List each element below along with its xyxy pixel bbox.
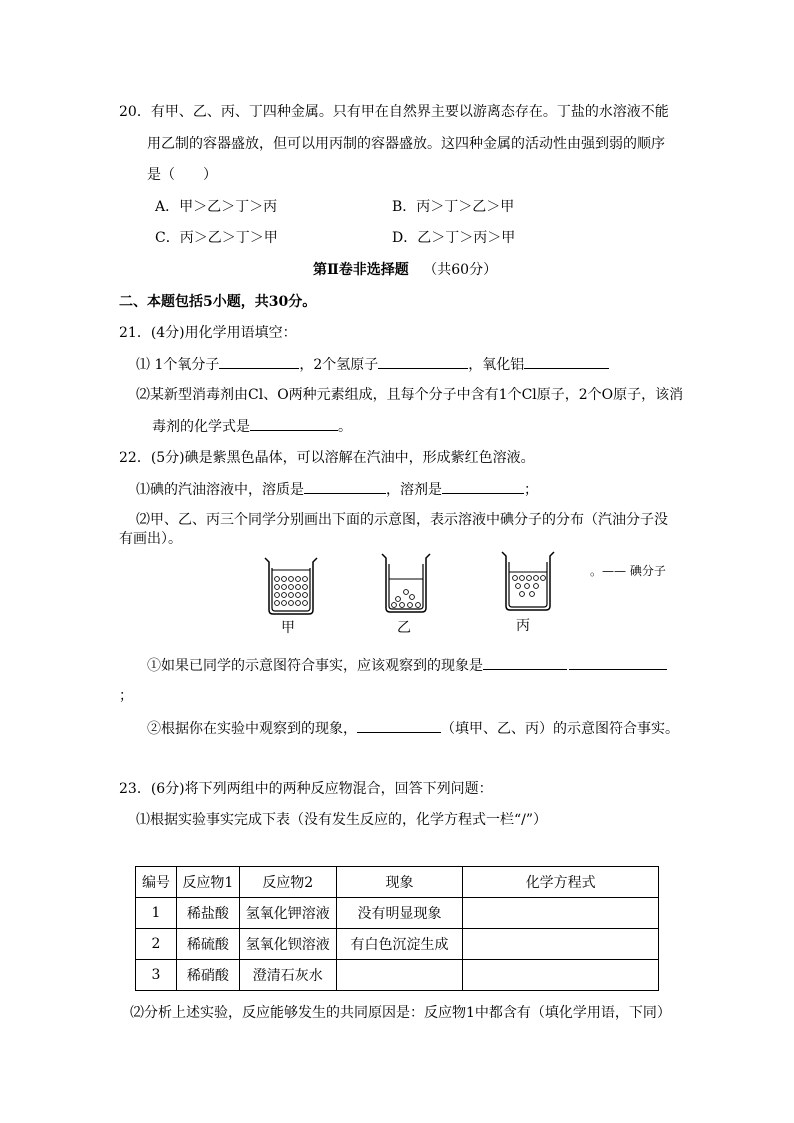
- beaker-jia-diagram: [263, 556, 319, 616]
- q20-line2: 用乙制的容器盛放，但可以用丙制的容器盛放。这四种金属的活动性由强到弱的顺序: [147, 136, 665, 152]
- q22-part2-line2: 有画出）。: [119, 531, 182, 547]
- section-heading: [313, 260, 497, 280]
- table-row: [136, 929, 659, 960]
- aluminum-oxide-blank[interactable]: [524, 354, 609, 369]
- table-cell: 有白色沉淀生成: [336, 929, 463, 960]
- table-header-cell: 反应物2: [239, 867, 336, 898]
- q23-part2: ⑵分析上述实验，反应能够发生的共同原因是：反应物1中都含有（填化学用语，下同）: [130, 1005, 671, 1021]
- q21-p1-label-a: ⑴ 1个氧分子: [136, 357, 220, 373]
- q22-sub2-text-b: （填甲、乙、丙）的示意图符合事实。: [441, 721, 679, 737]
- table-cell: 稀盐酸: [176, 898, 239, 929]
- iodine-molecule-legend: 。—— 碘分子: [590, 564, 666, 578]
- table-cell: 3: [136, 960, 177, 991]
- reaction-table: [135, 866, 659, 991]
- q21-p1-label-c: ，氧化铝: [468, 357, 525, 373]
- q22-sub2-text-a: ②根据你在实验中观察到的现象，: [147, 721, 357, 737]
- table-cell: 稀硝酸: [176, 960, 239, 991]
- oxygen-molecule-blank[interactable]: [219, 354, 299, 369]
- q22-p1-label-b: ，溶剂是: [386, 482, 442, 498]
- beaker-bing-label: 丙: [516, 618, 530, 634]
- solvent-blank[interactable]: [442, 479, 524, 494]
- q20-option-a: A．甲＞乙＞丁＞丙: [155, 199, 278, 215]
- equation-answer-cell[interactable]: [463, 898, 659, 929]
- phenomenon-blank-1[interactable]: [483, 655, 567, 670]
- table-header-cell: 化学方程式: [463, 867, 659, 898]
- table-cell: 1: [136, 898, 177, 929]
- q20-option-d: D．乙＞丁＞丙＞甲: [392, 230, 516, 246]
- q22-part2-line1: ⑵甲、乙、丙三个同学分别画出下面的示意图，表示溶液中碘分子的分布（汽油分子没: [136, 512, 668, 528]
- q20-option-b: B．丙＞丁＞乙＞甲: [392, 199, 515, 215]
- q21-p2-end: 。: [338, 419, 352, 435]
- solute-blank[interactable]: [304, 479, 386, 494]
- correct-diagram-blank[interactable]: [357, 718, 441, 733]
- q21-head: 21．(4分)用化学用语填空：: [119, 325, 297, 341]
- q21-p2-label: 毒剂的化学式是: [152, 419, 250, 435]
- q22-p1-label-a: ⑴碘的汽油溶液中，溶质是: [136, 482, 304, 498]
- q20-line3: 是（ ）: [147, 167, 217, 183]
- table-header-cell: 编号: [136, 867, 177, 898]
- q21-p1-label-b: ，2个氢原子: [299, 357, 379, 373]
- table-cell: 澄清石灰水: [239, 960, 336, 991]
- section-title: 第Ⅱ卷非选择题: [313, 262, 409, 278]
- beaker-yi-diagram: [380, 552, 432, 614]
- section-score: （共60分）: [423, 262, 498, 278]
- q22-p1-end: ；: [524, 482, 538, 498]
- table-cell: 氢氧化钾溶液: [239, 898, 336, 929]
- equation-answer-cell[interactable]: [463, 929, 659, 960]
- table-cell: 没有明显现象: [336, 898, 463, 929]
- equation-answer-cell[interactable]: [463, 960, 659, 991]
- table-header-cell: 反应物1: [176, 867, 239, 898]
- q20-option-c: C．丙＞乙＞丁＞甲: [155, 230, 278, 246]
- beaker-jia-label: 甲: [281, 620, 295, 636]
- table-cell: 氢氧化钡溶液: [239, 929, 336, 960]
- disinfectant-formula-blank[interactable]: [250, 416, 338, 431]
- q23-part1: ⑴根据实验事实完成下表（没有发生反应的，化学方程式一栏“/”）: [136, 812, 548, 828]
- table-header-cell: 现象: [336, 867, 463, 898]
- table-row: [136, 898, 659, 929]
- q22-sub1-end: ；: [119, 688, 133, 704]
- phenomenon-answer-cell[interactable]: [336, 960, 463, 991]
- table-cell: 2: [136, 929, 177, 960]
- q22-sub2: [147, 718, 679, 739]
- table-row: [136, 960, 659, 991]
- q23-head: 23．(6分)将下列两组中的两种反应物混合，回答下列问题：: [119, 781, 493, 797]
- q21-part2-line2: [152, 416, 352, 437]
- q22-sub1-text: ①如果已同学的示意图符合事实，应该观察到的现象是: [147, 658, 483, 674]
- table-cell: 稀硫酸: [176, 929, 239, 960]
- q21-part2-line1: ⑵某新型消毒剂由Cl、O两种元素组成，且每个分子中含有1个Cl原子，2个O原子，该消: [136, 387, 684, 403]
- table-header-row: [136, 867, 659, 898]
- q22-sub1: [147, 655, 667, 676]
- q22-part1: [136, 479, 538, 500]
- hydrogen-atoms-blank[interactable]: [378, 354, 468, 369]
- part-two-heading: 二、本题包括5小题，共30分。: [119, 294, 317, 310]
- beaker-yi-label: 乙: [397, 620, 411, 636]
- q21-part1: [136, 354, 609, 375]
- q20-line1: 20．有甲、乙、丙、丁四种金属。只有甲在自然界主要以游离态存在。丁盐的水溶液不能: [119, 104, 669, 120]
- phenomenon-blank-2[interactable]: [569, 655, 667, 670]
- beaker-bing-diagram: [500, 550, 556, 612]
- q22-head: 22．(5分)碘是紫黑色晶体，可以溶解在汽油中，形成紫红色溶液。: [119, 450, 535, 466]
